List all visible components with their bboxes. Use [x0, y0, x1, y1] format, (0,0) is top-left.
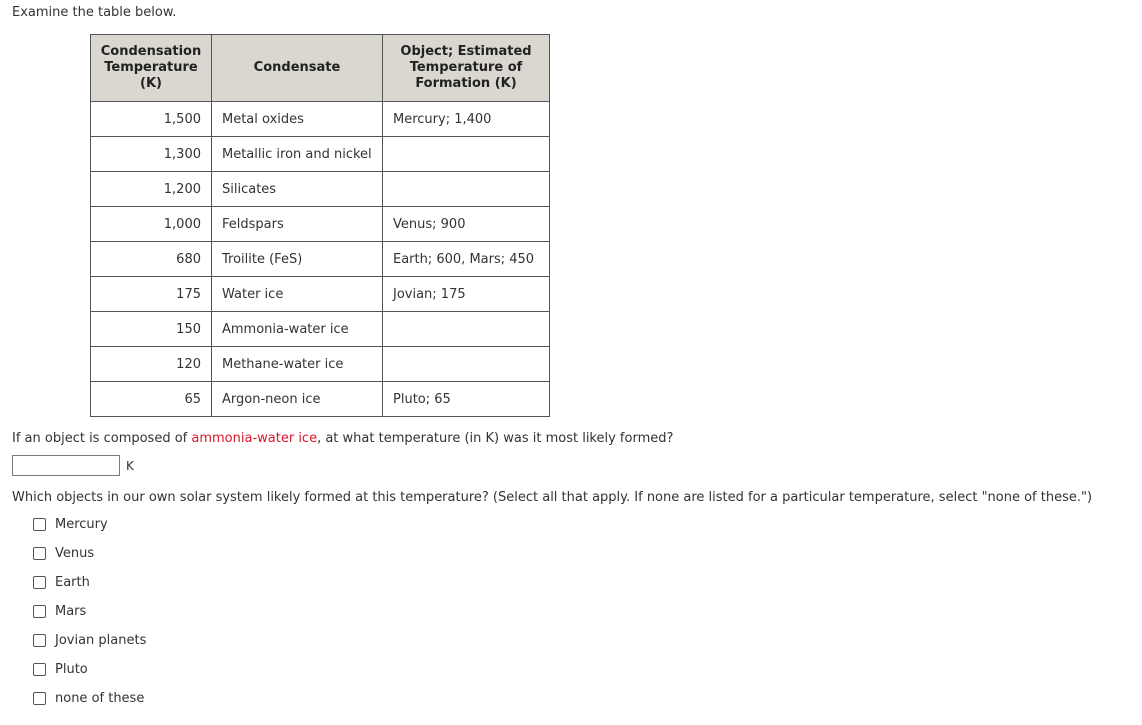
question-text-before: If an object is composed of [12, 431, 192, 446]
cell-condensate: Metal oxides [212, 102, 383, 137]
checkbox-jovian-planets[interactable] [33, 634, 46, 647]
option-label: Mercury [55, 516, 108, 532]
cell-condensate: Water ice [212, 277, 383, 312]
cell-object: Jovian; 175 [383, 277, 550, 312]
question-highlight-term: ammonia-water ice [191, 431, 318, 446]
option-label: Mars [55, 603, 87, 619]
unit-label: K [126, 458, 134, 473]
cell-object [383, 137, 550, 172]
option-venus[interactable] [33, 543, 146, 572]
table-header-row [91, 35, 550, 102]
header-condensation-temperature: Condensation Temperature (K) [91, 35, 212, 102]
option-label: Venus [55, 545, 95, 561]
answer-row [12, 455, 134, 476]
checkbox-earth[interactable] [33, 576, 46, 589]
table-row [91, 347, 550, 382]
option-label: Pluto [55, 661, 88, 677]
table-row [91, 172, 550, 207]
table-row [91, 137, 550, 172]
option-label: none of these [55, 690, 145, 706]
option-earth[interactable] [33, 572, 146, 601]
cell-condensate: Methane-water ice [212, 347, 383, 382]
option-none-of-these[interactable] [33, 688, 146, 717]
cell-temperature: 680 [91, 242, 212, 277]
checkbox-none-of-these[interactable] [33, 692, 46, 705]
cell-temperature: 1,500 [91, 102, 212, 137]
cell-temperature: 65 [91, 382, 212, 417]
cell-object: Pluto; 65 [383, 382, 550, 417]
option-mercury[interactable] [33, 514, 146, 543]
option-mars[interactable] [33, 601, 146, 630]
cell-condensate: Ammonia-water ice [212, 312, 383, 347]
intro-text: Examine the table below. [12, 5, 177, 20]
cell-object [383, 347, 550, 382]
checkbox-mercury[interactable] [33, 518, 46, 531]
cell-temperature: 150 [91, 312, 212, 347]
checkbox-venus[interactable] [33, 547, 46, 560]
option-label: Jovian planets [55, 632, 147, 648]
cell-object: Venus; 900 [383, 207, 550, 242]
cell-temperature: 1,000 [91, 207, 212, 242]
table-row [91, 242, 550, 277]
cell-object [383, 312, 550, 347]
option-label: Earth [55, 574, 90, 590]
table-row [91, 102, 550, 137]
temperature-answer-input[interactable] [12, 455, 120, 476]
cell-object: Mercury; 1,400 [383, 102, 550, 137]
cell-temperature: 1,300 [91, 137, 212, 172]
cell-temperature: 1,200 [91, 172, 212, 207]
option-jovian-planets[interactable] [33, 630, 146, 659]
condensation-table [90, 34, 550, 417]
question-solar-system-objects: Which objects in our own solar system likely formed at this temperature? (Select all that apply. If none are listed for a particular temperature, select "none of these.") [12, 490, 1093, 505]
cell-object [383, 172, 550, 207]
object-options-group [33, 514, 146, 717]
checkbox-mars[interactable] [33, 605, 46, 618]
checkbox-pluto[interactable] [33, 663, 46, 676]
table-row [91, 312, 550, 347]
cell-object: Earth; 600, Mars; 450 [383, 242, 550, 277]
cell-condensate: Troilite (FeS) [212, 242, 383, 277]
table-row [91, 382, 550, 417]
question-text-after: , at what temperature (in K) was it most likely formed? [317, 431, 674, 446]
cell-condensate: Argon-neon ice [212, 382, 383, 417]
cell-temperature: 120 [91, 347, 212, 382]
question-formation-temperature [12, 431, 673, 446]
header-condensate: Condensate [212, 35, 383, 102]
header-object-formation: Object; Estimated Temperature of Formation (K) [383, 35, 550, 102]
cell-condensate: Metallic iron and nickel [212, 137, 383, 172]
table-row [91, 207, 550, 242]
cell-condensate: Feldspars [212, 207, 383, 242]
cell-condensate: Silicates [212, 172, 383, 207]
table-row [91, 277, 550, 312]
cell-temperature: 175 [91, 277, 212, 312]
option-pluto[interactable] [33, 659, 146, 688]
